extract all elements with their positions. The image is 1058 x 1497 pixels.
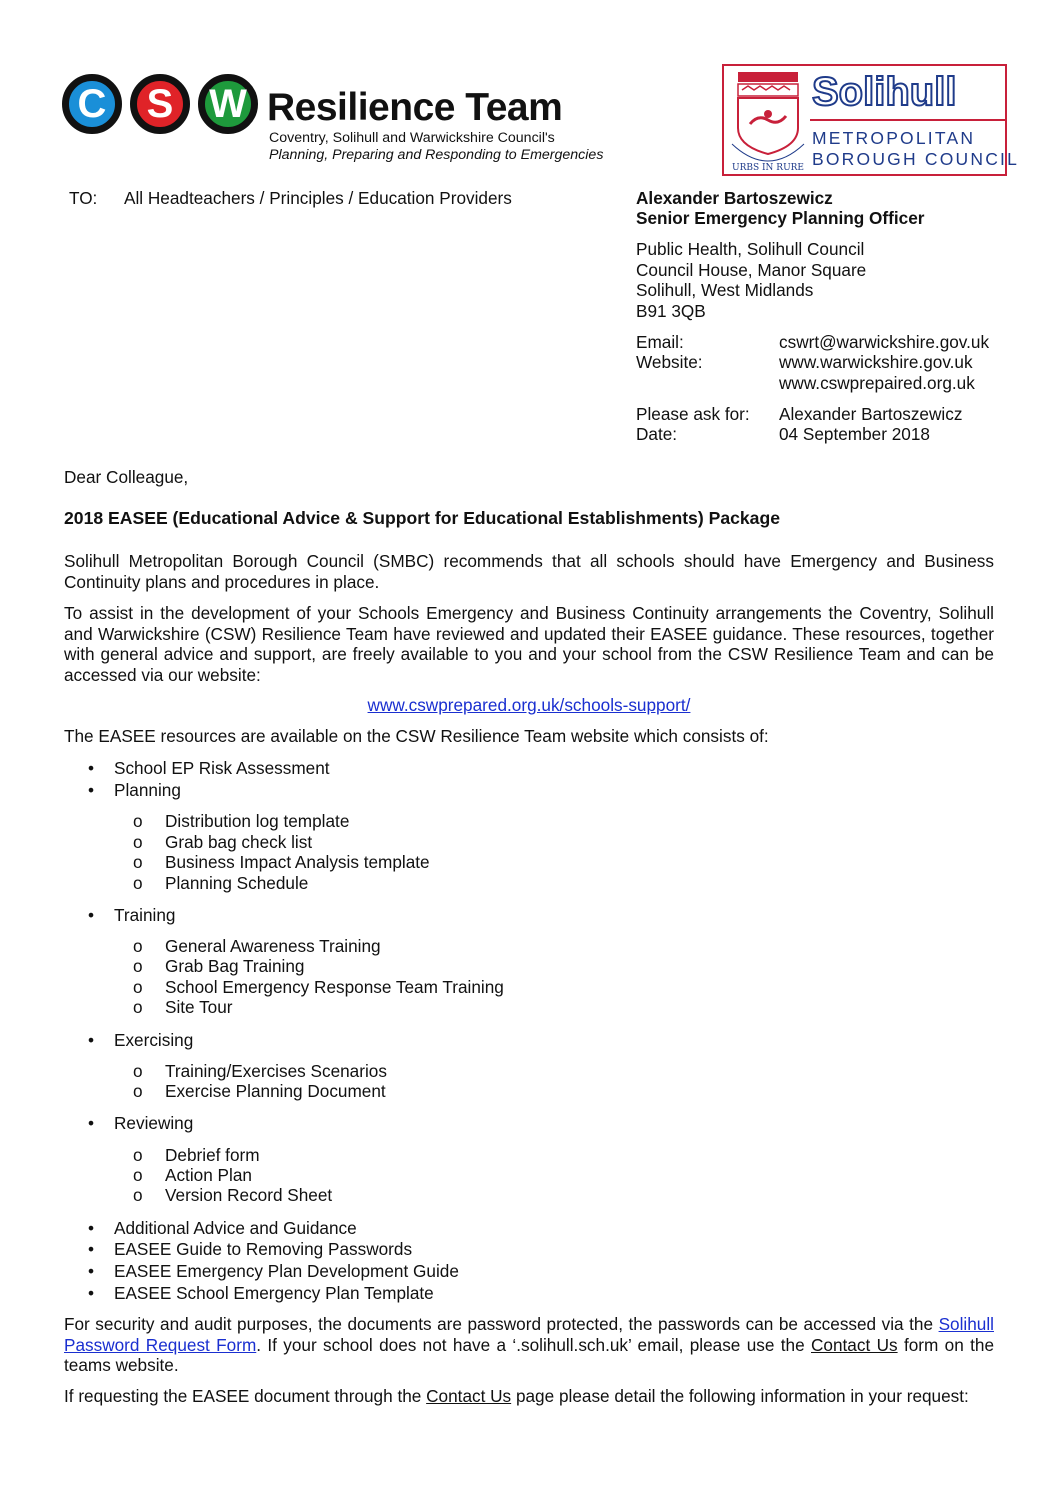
solihull-logo-line1: METROPOLITAN	[812, 128, 976, 148]
website-label: Website:	[636, 352, 703, 372]
sub-list-item: School Emergency Response Team Training	[165, 977, 504, 997]
sub-list-item: Grab Bag Training	[165, 956, 305, 976]
bullet-icon: •	[88, 780, 95, 800]
list-item: School EP Risk Assessment	[114, 758, 330, 778]
bullet-icon: •	[88, 1283, 95, 1303]
security-text-c: form on the teams website.	[64, 1334, 995, 1375]
sub-list-item: Business Impact Analysis template	[165, 852, 430, 872]
bullet-icon: •	[88, 1261, 95, 1281]
email-label: Email:	[636, 332, 684, 352]
to-recipients: All Headteachers / Principles / Education Providers	[124, 188, 512, 208]
list-item: Planning	[114, 780, 181, 800]
solihull-crest-icon	[724, 66, 810, 174]
sub-bullet-icon: o	[133, 1081, 143, 1101]
sub-bullet-icon: o	[133, 977, 143, 997]
sub-bullet-icon: o	[133, 936, 143, 956]
list-item: EASEE Emergency Plan Development Guide	[114, 1261, 459, 1281]
sub-list-item: Exercise Planning Document	[165, 1081, 386, 1101]
address-line: Solihull, West Midlands	[636, 280, 814, 300]
password-request-link[interactable]: Solihull Password Request Form	[64, 1314, 994, 1355]
solihull-council-logo	[722, 64, 1020, 176]
schools-support-link[interactable]: www.cswprepared.org.uk/schools-support/	[367, 695, 691, 715]
request-text-a: If requesting the EASEE document through the	[64, 1386, 422, 1406]
csw-s-circle: S	[130, 74, 190, 134]
list-item: EASEE School Emergency Plan Template	[114, 1283, 434, 1303]
contact-us-link[interactable]: Contact Us	[811, 1334, 898, 1355]
bullet-icon: •	[88, 1113, 95, 1133]
csw-w-circle: W	[198, 74, 258, 134]
request-text-b: page please detail the following information in your request:	[515, 1386, 969, 1406]
sub-list-item: Grab bag check list	[165, 832, 313, 852]
address-line: Public Health, Solihull Council	[636, 239, 865, 259]
sub-bullet-icon: o	[133, 852, 143, 872]
email-value[interactable]: cswrt@warwickshire.gov.uk	[779, 332, 990, 352]
sub-bullet-icon: o	[133, 997, 143, 1017]
sub-list-item: General Awareness Training	[165, 936, 381, 956]
security-text-a: For security and audit purposes, the documents are password protected, the passwords can be accessed via the	[64, 1314, 934, 1334]
letter-heading: 2018 EASEE (Educational Advice & Support for Educational Establishments) Package	[64, 508, 780, 528]
address-line: Council House, Manor Square	[636, 260, 867, 280]
sub-list-item: Distribution log template	[165, 811, 350, 831]
paragraph-request	[64, 1386, 994, 1407]
list-item: Training	[114, 905, 176, 925]
sub-bullet-icon: o	[133, 811, 143, 831]
sub-bullet-icon: o	[133, 1165, 143, 1185]
sub-list-item: Training/Exercises Scenarios	[165, 1061, 387, 1081]
csw-logo-tagline: Planning, Preparing and Responding to Emergencies	[269, 147, 604, 163]
date-value: 04 September 2018	[779, 424, 930, 444]
sub-list-item: Version Record Sheet	[165, 1185, 333, 1205]
sub-bullet-icon: o	[133, 873, 143, 893]
website-link-row	[0, 695, 1058, 715]
security-text-b: . If your school does not have a ‘.solihull.sch.uk’ email, please use the	[256, 1334, 805, 1355]
paragraph-assist: To assist in the development of your Schools Emergency and Business Continuity arrangements the Coventry, Solihull and Warwickshire (CSW) Resilience Team have reviewed and updated their EASEE guidance. These resources, together with general advice and support, are freely available to you and your school from the CSW Resilience Team and can be accessed via our website:	[64, 603, 994, 685]
sub-bullet-icon: o	[133, 1185, 143, 1205]
solihull-logo-line2: BOROUGH COUNCIL	[812, 149, 1020, 169]
bullet-icon: •	[88, 905, 95, 925]
date-label: Date:	[636, 424, 678, 444]
list-item: Additional Advice and Guidance	[114, 1218, 357, 1238]
address-line: B91 3QB	[636, 301, 706, 321]
sub-list-item: Planning Schedule	[165, 873, 309, 893]
website-value[interactable]: www.cswprepaired.org.uk	[779, 373, 975, 393]
bullet-icon: •	[88, 1030, 95, 1050]
contact-us-page-link[interactable]: Contact Us	[426, 1386, 512, 1406]
list-item: EASEE Guide to Removing Passwords	[114, 1239, 413, 1259]
sub-list-item: Action Plan	[165, 1165, 252, 1185]
sender-name: Alexander Bartoszewicz	[636, 188, 833, 208]
list-item: Reviewing	[114, 1113, 194, 1133]
solihull-logo-name: Solihull	[812, 70, 957, 114]
bullet-icon: •	[88, 758, 95, 778]
sub-list-item: Site Tour	[165, 997, 233, 1017]
csw-logo-title: Resilience Team	[267, 86, 563, 129]
sub-list-item: Debrief form	[165, 1145, 260, 1165]
sub-bullet-icon: o	[133, 832, 143, 852]
bullet-icon: •	[88, 1239, 95, 1259]
solihull-motto: URBS IN RURE	[732, 163, 804, 173]
sub-bullet-icon: o	[133, 1145, 143, 1165]
ask-for-value: Alexander Bartoszewicz	[779, 404, 963, 424]
salutation: Dear Colleague,	[64, 467, 189, 487]
csw-resilience-logo	[62, 74, 632, 174]
to-label: TO:	[69, 188, 98, 208]
sub-bullet-icon: o	[133, 1061, 143, 1081]
sub-bullet-icon: o	[133, 956, 143, 976]
csw-logo-subtitle: Coventry, Solihull and Warwickshire Council's	[269, 130, 555, 146]
list-item: Exercising	[114, 1030, 194, 1050]
sender-title: Senior Emergency Planning Officer	[636, 208, 925, 228]
paragraph-resources: The EASEE resources are available on the CSW Resilience Team website which consists of:	[64, 726, 769, 746]
website-value[interactable]: www.warwickshire.gov.uk	[779, 352, 973, 372]
ask-for-label: Please ask for:	[636, 404, 750, 424]
solihull-logo-divider	[810, 119, 1007, 121]
bullet-icon: •	[88, 1218, 95, 1238]
paragraph-security	[64, 1314, 994, 1376]
paragraph-intro: Solihull Metropolitan Borough Council (SMBC) recommends that all schools should have Emergency and Business Continuity plans and procedures in place.	[64, 551, 994, 592]
csw-c-circle: C	[62, 74, 122, 134]
